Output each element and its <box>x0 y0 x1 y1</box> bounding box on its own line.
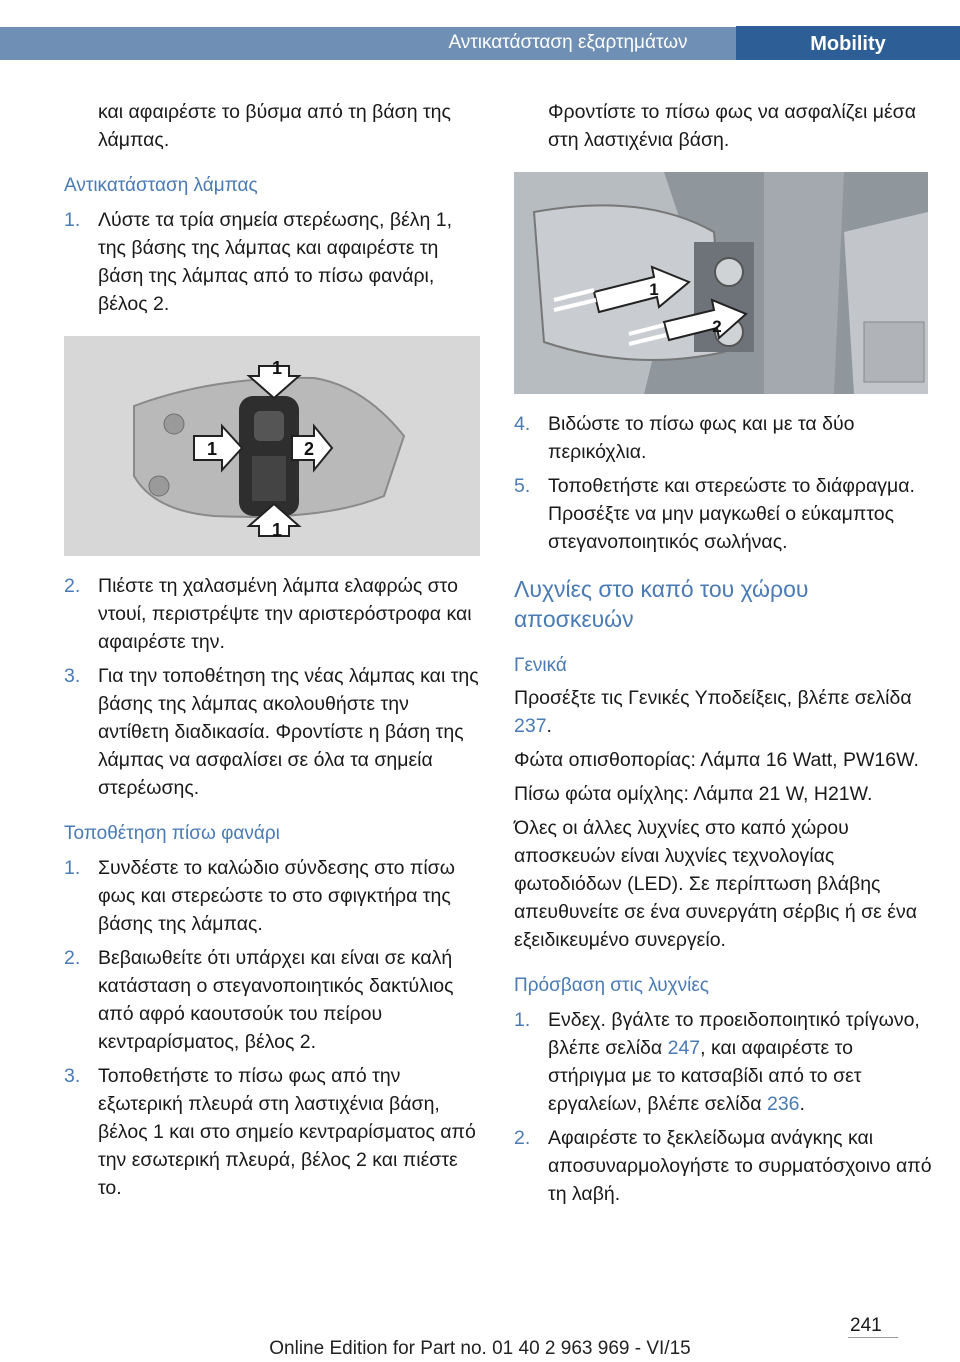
step-text <box>548 1006 932 1118</box>
list-item <box>514 472 932 556</box>
replace-heading: Αντικατάσταση λάμπας <box>64 175 258 196</box>
mobility-tab[interactable]: Mobility <box>736 26 960 60</box>
list-item <box>514 1006 932 1118</box>
step-text-part: , και αφαιρέστε το στήριγμα με το κατσαβίδι από το σετ εργαλείων, βλέπε σελίδα <box>548 1037 862 1115</box>
page-number: 241 <box>850 1315 882 1336</box>
figure-label: 1 <box>206 439 218 459</box>
step-text: Βεβαιωθείτε ότι υπάρχει και είναι σε καλή κατάσταση ο στεγανοποιητικός δακτύλιος από αφρό καουτσούκ του πείρου κεντραρίσματος, βέλος 2. <box>98 947 454 1053</box>
section-title: Αντικατάσταση εξαρτημάτων <box>448 32 688 53</box>
access-heading: Πρόσβαση στις λυχνίες <box>514 975 709 996</box>
figure-label: 2 <box>303 439 315 459</box>
list-item <box>514 1124 932 1208</box>
step-text: Συνδέστε το καλώδιο σύνδεσης στο πίσω φως και στερεώστε το στο σφιγκτήρα της βάσης της λάμπας. <box>98 857 455 935</box>
list-item <box>64 854 482 938</box>
step-text: Τοποθετήστε και στερεώστε το διάφραγμα. Προσέξτε να μην μαγκωθεί ο εύκαμπτος στεγανοποιητικός σωλήνας. <box>548 475 915 553</box>
step-text: Βιδώστε το πίσω φως και με τα δύο περικόχλια. <box>548 413 855 463</box>
right-intro: Φροντίστε το πίσω φως να ασφαλίζει μέσα στη λαστιχένια βάση. <box>548 101 916 151</box>
general-text-after: . <box>546 715 552 737</box>
step-number: 3. <box>64 1065 81 1087</box>
general-heading: Γενικά <box>514 655 567 676</box>
tail-light-figure <box>514 172 928 394</box>
left-column <box>64 98 482 1202</box>
step-number: 2. <box>514 1127 531 1149</box>
general-text <box>514 684 932 740</box>
step-number: 2. <box>64 947 81 969</box>
step-text-part: . <box>799 1093 805 1115</box>
lamp-holder-figure <box>64 336 480 556</box>
footer-edition: Online Edition for Part no. 01 40 2 963 969 - VI/15 <box>269 1338 691 1359</box>
figure-label: 1 <box>271 358 283 378</box>
list-item <box>64 206 482 318</box>
general-text-before: Προσέξτε τις Γενικές Υποδείξεις, βλέπε σελίδα <box>514 687 912 709</box>
step-text: Πιέστε τη χαλασμένη λάμπα ελαφρώς στο ντουί, περιστρέψτε την αριστερόστροφα και αφαιρέστε την. <box>98 575 472 653</box>
step-text-part: Ενδεχ. βγάλτε το προειδοποιητικό τρίγωνο, βλέπε σελίδα <box>548 1009 920 1059</box>
step-number: 4. <box>514 413 531 435</box>
page-link-247[interactable]: 247 <box>667 1037 701 1059</box>
right-column <box>514 98 932 1208</box>
step-text: Τοποθετήστε το πίσω φως από την εξωτερική πλευρά στη λαστιχένια βάση, βέλος 1 και στο σημείο κεντραρίσματος από την εσωτερική πλευρά, βέλος 2 και πιέστε το. <box>98 1065 476 1199</box>
list-item <box>64 662 482 802</box>
fog-lights-text: Πίσω φώτα ομίχλης: Λάμπα 21 W, H21W. <box>514 783 873 805</box>
step-number: 5. <box>514 475 531 497</box>
lamp-holder-illustration <box>64 336 480 556</box>
step-text: Λύστε τα τρία σημεία στερέωσης, βέλη 1, της βάσης της λάμπας και αφαιρέστε τη βάση της λάμπας από το πίσω φανάρι, βέλος 2. <box>98 209 453 315</box>
page-link-237[interactable]: 237 <box>514 715 547 737</box>
step-text: Για την τοποθέτηση της νέας λάμπας και της βάσης της λάμπας ακολουθήστε την αντίθετη διαδικασία. Φροντίστε η βάση της λάμπας να ασφαλίσει σε όλα τα σημεία στερέωσης. <box>98 665 479 799</box>
reverse-lights-text: Φώτα οπισθοπορίας: Λάμπα 16 Watt, PW16W. <box>514 749 919 771</box>
figure-label: 1 <box>271 520 283 540</box>
trunk-lights-heading: Λυχνίες στο καπό του χώρου αποσκευών <box>514 576 809 632</box>
page-link-236[interactable]: 236 <box>766 1093 800 1115</box>
step-number: 1. <box>64 209 81 231</box>
list-item <box>64 572 482 656</box>
step-number: 1. <box>514 1009 531 1031</box>
led-text: Όλες οι άλλες λυχνίες στο καπό χώρου αποσκευών είναι λυχνίες τεχνολογίας φωτοδιόδων (LED). Σε περίπτωση βλάβης απευθυνείτε σε ένα συνεργάτη σέρβις ή σε ένα εξειδικευμένο συνεργείο. <box>514 817 917 951</box>
tail-light-illustration <box>514 172 928 394</box>
step-number: 2. <box>64 575 81 597</box>
list-item <box>64 944 482 1056</box>
install-heading: Τοποθέτηση πίσω φανάρι <box>64 823 280 844</box>
list-item <box>64 1062 482 1202</box>
figure-label: 2 <box>712 317 722 336</box>
step-number: 1. <box>64 857 81 879</box>
step-text: Αφαιρέστε το ξεκλείδωμα ανάγκης και αποσυναρμολογήστε το συρματόσχοινο από τη λαβή. <box>548 1127 932 1205</box>
step-number: 3. <box>64 665 81 687</box>
left-intro: και αφαιρέστε το βύσμα από τη βάση της λάμπας. <box>98 101 451 151</box>
figure-label: 1 <box>649 280 659 299</box>
list-item <box>514 410 932 466</box>
